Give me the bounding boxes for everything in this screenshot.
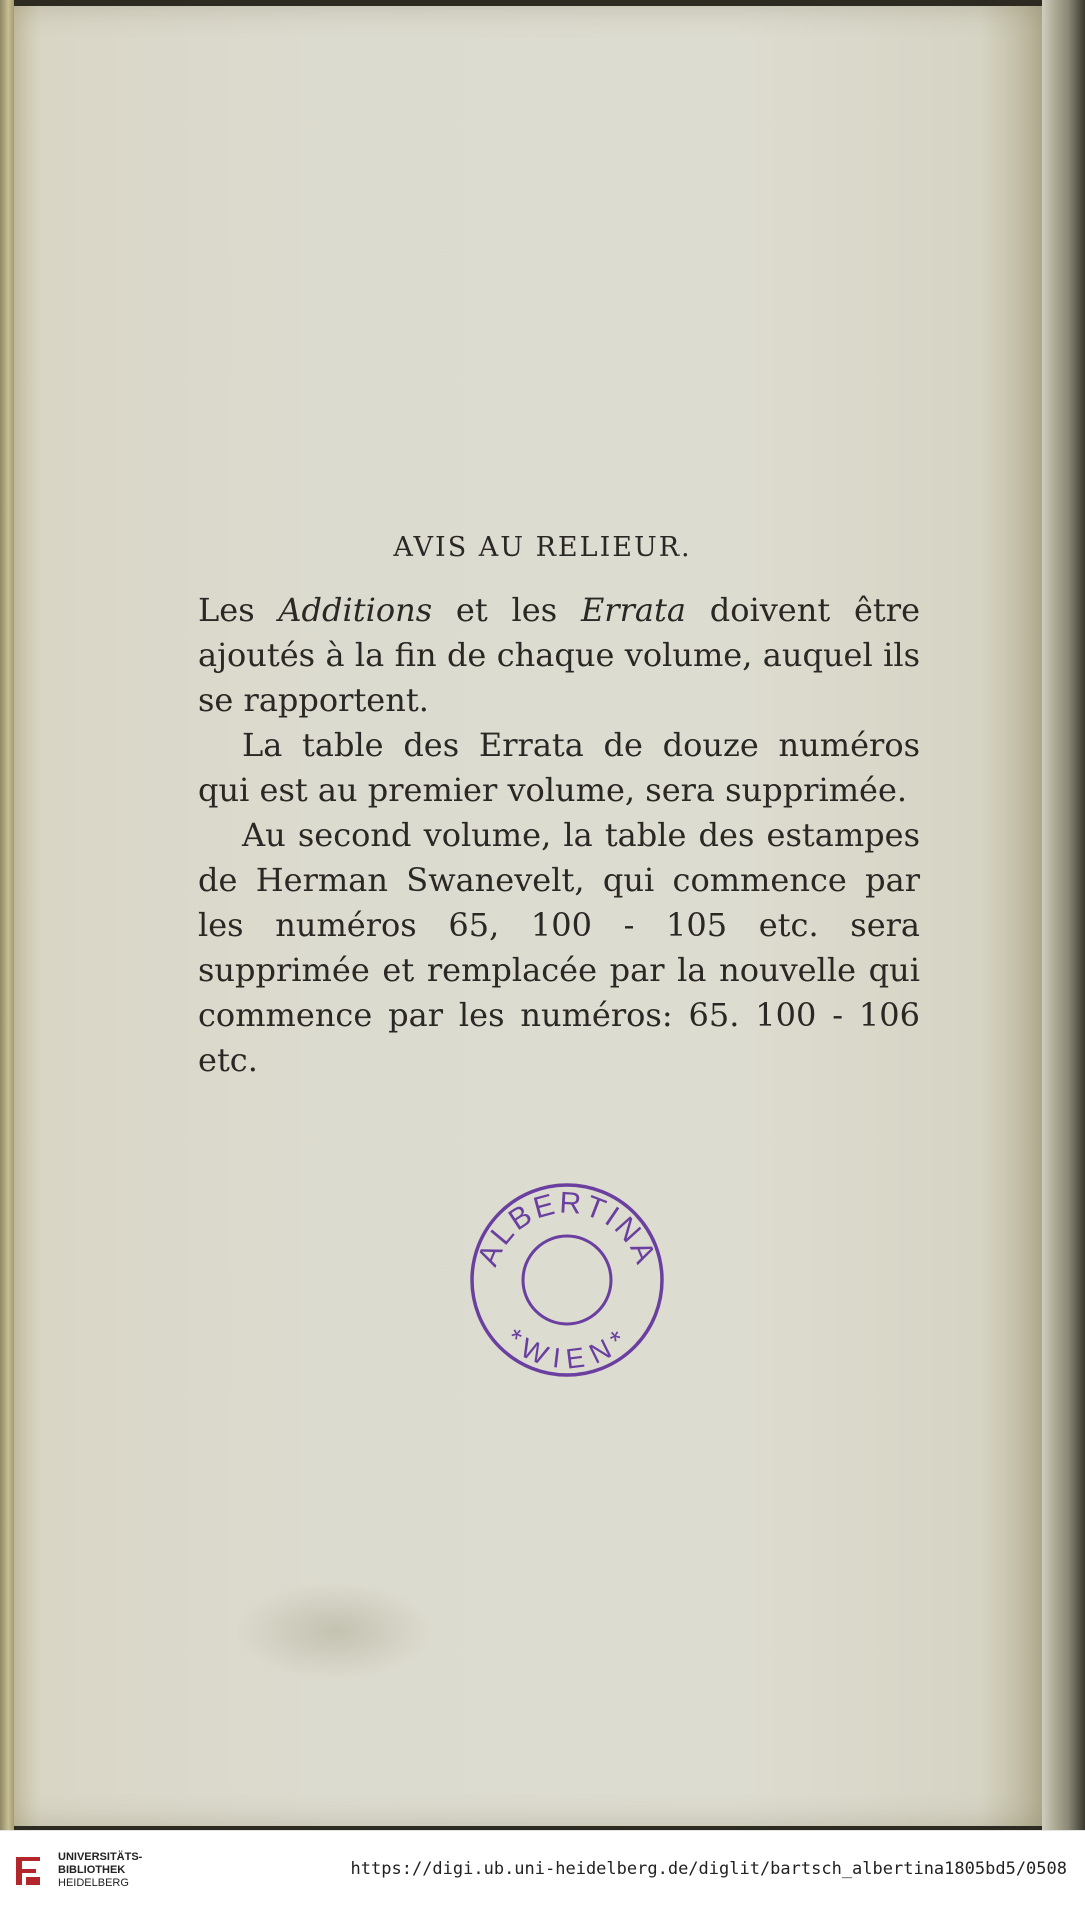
logo-line-3: HEIDELBERG — [58, 1877, 129, 1889]
paragraph-1-part-c: et les — [432, 591, 581, 629]
albertina-stamp — [467, 1180, 667, 1380]
stamp-top-text: ALBERTINA — [471, 1186, 663, 1271]
stamp-inner-ring — [523, 1236, 611, 1324]
paragraph-3: Au second volume, la table des estampes de Herman Swanevelt, qui commence par les numéros 65, 100 - 105 etc. sera supprimée et remplacée par la nouvelle qui commence par les numéros: 65. 100 - 106 etc. — [198, 816, 920, 1079]
additions-italic: Additions — [278, 591, 433, 629]
errata-italic: Errata — [580, 591, 686, 629]
paragraph-1-part-e: doivent être ajoutés à la fin de chaque volume, auquel ils se rapportent. — [198, 591, 921, 719]
logo-line-2: BIBLIOTHEK — [58, 1864, 126, 1876]
stamp-bottom-text: *WIEN* — [499, 1322, 635, 1375]
footer-bar — [0, 1830, 1085, 1909]
library-logo-text — [58, 1851, 142, 1890]
paragraph-2: La table des Errata de douze numéros qui est au premier volume, sera supprimée. — [198, 726, 920, 809]
page-heading: AVIS AU RELIEUR. — [393, 532, 692, 563]
page-left-edge — [0, 0, 14, 1830]
library-logo-icon — [12, 1853, 44, 1889]
source-url-link[interactable]: https://digi.ub.uni-heidelberg.de/diglit/bartsch_albertina1805bd5/0508 — [350, 1859, 1067, 1879]
body-text — [198, 588, 920, 1083]
logo-line-1: UNIVERSITÄTS- — [58, 1851, 143, 1863]
paper-stain — [235, 1581, 435, 1681]
page-spine-shadow — [1042, 0, 1085, 1830]
paragraph-1 — [198, 588, 920, 723]
paragraph-1-part-a: Les — [198, 591, 279, 629]
